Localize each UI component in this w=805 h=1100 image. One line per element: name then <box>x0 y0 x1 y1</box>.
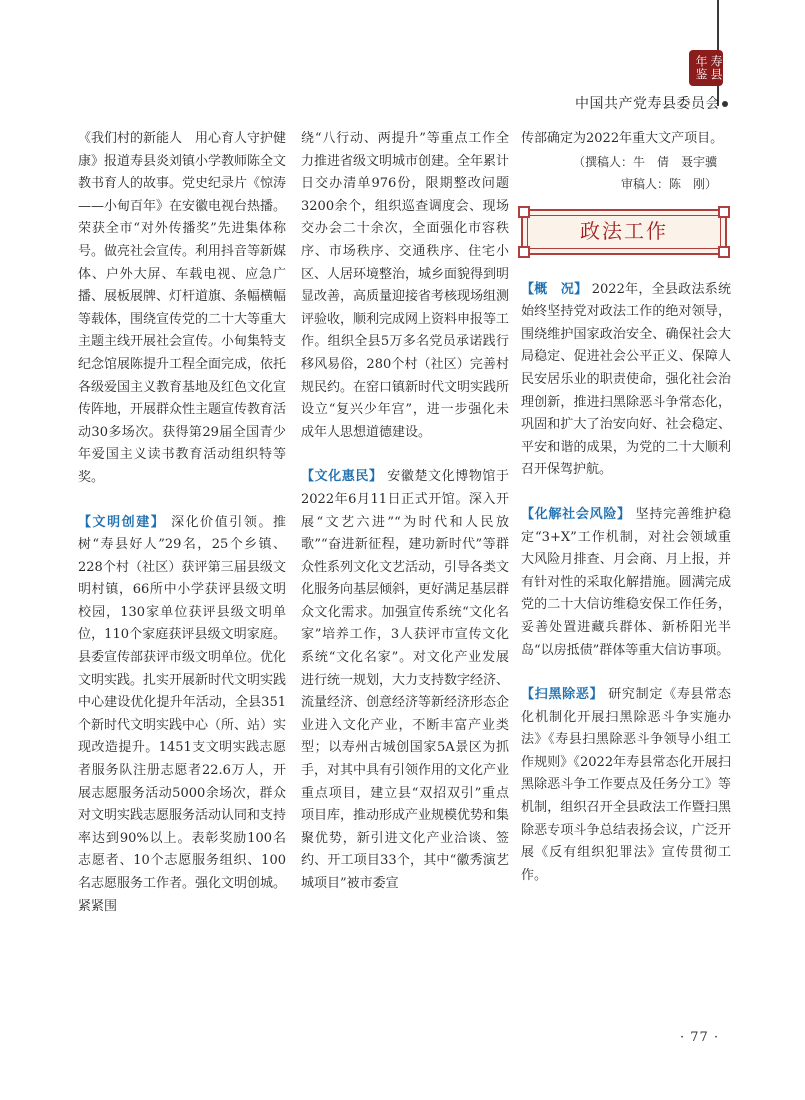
credit-author: （撰稿人：牛 倩 聂宇骥 <box>572 154 717 169</box>
section-heading-box <box>521 209 727 255</box>
paragraph: 《我们村的新能人 用心育人守护健康》报道寿县炎刘镇小学教师陈全文教书育人的故事。党史纪录片《惊涛——小甸百年》在安徽电视台热播。荣获全市“对外传播奖”先进集体称号。做亮社会宣传。利用抖音等新媒体、户外大屏、车载电视、应急广播、展板展牌、灯杆道旗、条幅横幅等载体，围绕宣传党的二十大等重大主题主线开展社会宣传。小甸集特支纪念馆展陈提升工程全面完成，依托各级爱国主义教育基地及红色文化宣传阵地，开展群众性主题宣传教育活动30多场次。获得第29届全国青少年爱国主义读书教育活动组织特等奖。 <box>78 131 287 485</box>
paragraph <box>521 504 731 662</box>
paragraph <box>301 466 509 895</box>
paragraph-body: 安徽楚文化博物馆于2022年6月11日正式开馆。深入开展“文艺六进”“为时代和人民放歌”“奋进新征程，建功新时代”等群众性系列文化文艺活动，引导各类文化服务向基层倾斜，更好满足基层群众文化需求。加强宣传系统“文化名家”培养工作，3人获评市宣传文化系统“文化名家”。对文化产业发展进行统一规划，大力支持数字经济、流量经济、创意经济等新经济形态企业进入文化产业，不断丰富产业类型；以寿州古城创国家5A景区为抓手，对其中具有引领作用的文化产业重点项目，建立县“双招双引”重点项目库，推动形成产业规模优势和集聚优势，新引进文化产业洽谈、签约、开工项目33个，其中“徽秀演艺城项目”被市委宣 <box>301 469 510 891</box>
paragraph-body: 深化价值引领。推树“寿县好人”29名，25个乡镇、228个村（社区）获评第三届县级文明村镇，66所中小学获评县级文明校园，130家单位获评县级文明单位，110个家庭获评县级文明家庭。县委宣传部获评市级文明单位。优化文明实践。扎实开展新时代文明实践中心建设优化提升年活动，全县351个新时代文明实践中心（所、站）实现改造提升。1451支文明实践志愿者服务队注册志愿者22.6万人，开展志愿服务活动5000余场次，群众对文明实践志愿服务活动认同和支持率达到90%以上。表彰奖励100名志愿者、10个志愿服务组织、100名志愿服务工作者。强化文明创城。紧紧围 <box>78 514 287 914</box>
section-keyword: 【概 况】 <box>521 281 588 297</box>
paragraph: 绕“八行动、两提升”等重点工作全力推进省级文明城市创建。全年累计日交办清单976份，限期整改问题3200余个，组织巡查调度会、现场交办会二十余次，全面强化市容秩序、市场秩序、交通秩序、住宅小区、人居环境整治，城乡面貌得到明显改善，高质量迎接省考核现场组测评验收，顺利完成网上资料申报等工作。组织全县5万多名党员承诺践行移风易俗，280个村（社区）完善村规民约。在窑口镇新时代文明实践所设立“复兴少年宫”，进一步强化未成年人思想道德建设。 <box>301 131 510 440</box>
text-column-1 <box>78 128 286 918</box>
page-number: · 77 · <box>680 1030 720 1045</box>
text-column-2 <box>301 128 509 896</box>
paragraph-body: 研究制定《寿县常态化机制化开展扫黑除恶斗争实施办法》《寿县扫黑除恶斗争领导小组工作规则》《2022年寿县常态化开展扫黑除恶斗争工作要点及任务分工》等机制，组织召开全县政法工作暨扫黑除恶专项斗争总结表扬会议，广泛开展《反有组织犯罪法》宣传贯彻工作。 <box>521 687 731 883</box>
running-header-title: 中国共产党寿县委员会 <box>575 96 720 112</box>
paragraph: 传部确定为2022年重大文产项目。 <box>521 131 724 146</box>
paragraph <box>78 512 286 919</box>
section-keyword: 【扫黑除恶】 <box>521 687 604 703</box>
section-keyword: 【化解社会风险】 <box>521 506 631 522</box>
paragraph-body: 2022年，全县政法系统始终坚持党对政法工作的绝对领导，围绕维护国家政治安全、确保社会大局稳定、促进社会公平正义、保障人民安居乐业的职责使命，强化社会治理创新，推进扫黑除恶斗争常态化，巩固和扩大了治安向好、社会稳定、平安和谐的成果，为党的二十大顺利召开保驾护航。 <box>521 281 731 478</box>
paragraph <box>521 684 731 887</box>
paragraph-body: 坚持完善维护稳定“3+X”工作机制，对社会领域重大风险月排查、月会商、月上报，并有针对性的采取化解措施。圆满完成党的二十大信访维稳安保工作任务，妥善处置进藏兵群体、新桥阳光半岛“以房抵债”群体等重大信访事项。 <box>521 506 731 658</box>
section-keyword: 【文明创建】 <box>78 514 166 530</box>
credit-reviewer: 审稿人：陈 刚） <box>620 176 717 191</box>
paragraph <box>521 279 731 482</box>
header-bullet-dot <box>722 101 728 107</box>
credits <box>521 151 717 195</box>
section-title: 政法工作 <box>580 219 668 244</box>
section-keyword: 【文化惠民】 <box>301 469 383 485</box>
yearbook-logo: 寿县年鉴 <box>689 50 723 86</box>
text-column-3 <box>521 128 731 887</box>
